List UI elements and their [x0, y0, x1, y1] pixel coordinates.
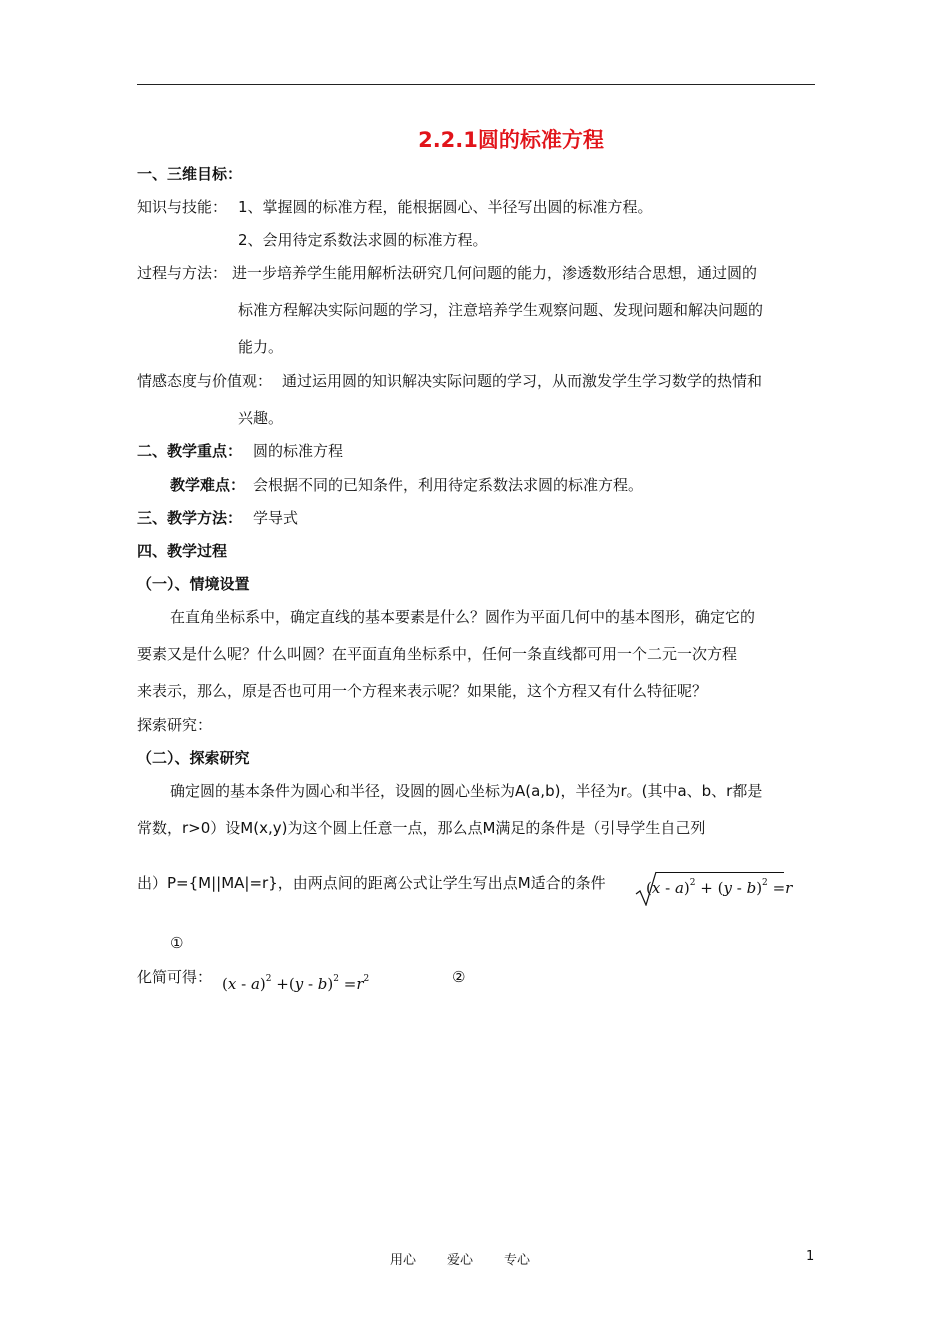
section-1-heading: 一、三维目标： [137, 165, 243, 183]
subsection-2-heading: （二）、探索研究 [137, 749, 250, 767]
equation-2-marker: ② [452, 968, 466, 986]
footer-motto-2: 爱心 [447, 1253, 474, 1268]
section-3-heading: 三、教学方法： [137, 509, 243, 527]
knowledge-item-2: 2、会用待定系数法求圆的标准方程。 [238, 231, 488, 249]
standard-circle-equation: $(x - a)^2 +(y - b)^2 =r^2$ [222, 974, 370, 993]
simplify-label: 化简可得： [137, 968, 213, 986]
sqrt-vinculum [656, 872, 784, 873]
header-rule [137, 84, 815, 85]
paragraph-2-line-3: 出）P={M||MA|=r}，由两点间的距离公式让学生写出点M适合的条件 [137, 874, 606, 892]
process-line-1: 进一步培养学生能用解析法研究几何问题的能力，渗透数形结合思想，通过圆的 [232, 264, 758, 282]
teaching-method: 学导式 [253, 509, 299, 527]
knowledge-item-1: 1、掌握圆的标准方程，能根据圆心、半径写出圆的标准方程。 [238, 198, 653, 216]
equation-1-marker: ① [170, 934, 184, 952]
process-label: 过程与方法： [137, 264, 228, 282]
paragraph-2-line-1: 确定圆的基本条件为圆心和半径，设圆的圆心坐标为A(a,b)，半径为r。(其中a、b、r都是 [170, 782, 763, 800]
page-title: 2.2.1圆的标准方程 [418, 128, 604, 152]
process-line-3: 能力。 [238, 338, 284, 356]
paragraph-1-line-2: 要素又是什么呢？什么叫圆？在平面直角坐标系中，任何一条直线都可用一个二元一次方程 [137, 645, 738, 663]
explore-label: 探索研究： [137, 716, 213, 734]
emotion-label: 情感态度与价值观： [137, 372, 273, 390]
paragraph-1-line-1: 在直角坐标系中，确定直线的基本要素是什么？圆作为平面几何中的基本图形，确定它的 [170, 608, 756, 626]
paragraph-2-line-2: 常数，r>0）设M(x,y)为这个圆上任意一点，那么点M满足的条件是（引导学生自己列 [137, 819, 706, 837]
section-2-heading: 二、教学重点： [137, 442, 243, 460]
subsection-1-heading: （一）、情境设置 [137, 575, 250, 593]
distance-equation: (x - a)$^2$ + (y - b)$^2$ =r [646, 878, 793, 897]
knowledge-label: 知识与技能： [137, 198, 228, 216]
footer-motto-1: 用心 [390, 1253, 417, 1268]
key-point: 圆的标准方程 [253, 442, 344, 460]
paragraph-1-line-3: 来表示，那么，原是否也可用一个方程来表示呢？如果能，这个方程又有什么特征呢？ [137, 682, 708, 700]
process-line-2: 标准方程解决实际问题的学习，注意培养学生观察问题、发现问题和解决问题的 [238, 301, 764, 319]
page-number: 1 [806, 1249, 815, 1264]
difficulty-label: 教学难点： [170, 476, 246, 494]
emotion-line-2: 兴趣。 [238, 409, 284, 427]
footer-motto-3: 专心 [504, 1253, 531, 1268]
emotion-line-1: 通过运用圆的知识解决实际问题的学习，从而激发学生学习数学的热情和 [282, 372, 763, 390]
section-4-heading: 四、教学过程 [137, 542, 228, 560]
difficulty-text: 会根据不同的已知条件，利用待定系数法求圆的标准方程。 [253, 476, 644, 494]
